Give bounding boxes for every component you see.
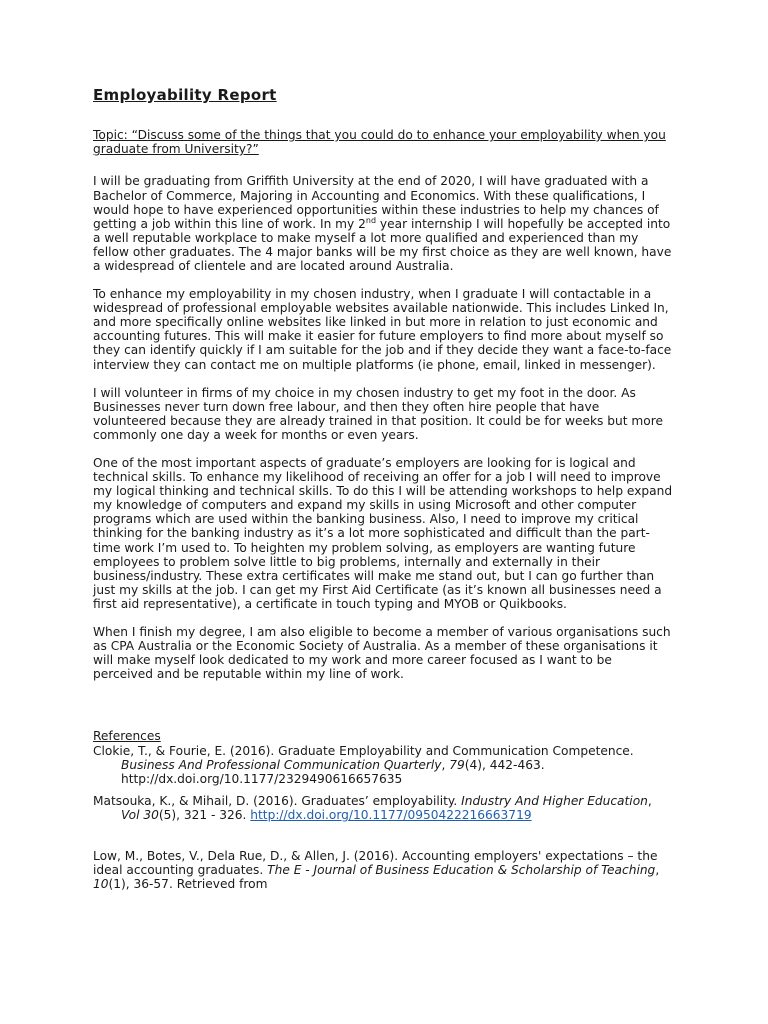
references-heading: References: [93, 729, 161, 744]
paragraph-1-text-a: I will be graduating from Griffith University at the end of 2020, I will have graduated with a Bachelor of Commerce, Majoring in Accounting and Economics. With these qualifications, I would hope to have experienced opportunities within these industries to help my chances of getting a job within this line of work. In my 2: [93, 174, 659, 231]
reference-3-sep: ,: [655, 862, 660, 877]
reference-3-rest: (1), 36-57. Retrieved from: [108, 877, 268, 892]
paragraph-1-text-b: year internship I will hopefully be accepted into a well reputable workplace to make myself a lot more qualified and experienced than my fellow other graduates. The 4 major banks will be my first choice as they are well known, have a widespread of clientele and are located around Australia.: [93, 216, 672, 273]
reference-entry: [93, 744, 674, 787]
topic-line: Topic: “Discuss some of the things that you could do to enhance your employability when you graduate from University?”: [93, 128, 666, 157]
references-section: [93, 729, 674, 891]
reference-3-authors: Low, M., Botes, V., Dela Rue, D., & Allen, J. (2016). Accounting employers' expectations – the ideal accounting graduates.: [93, 848, 658, 877]
paragraph-3: I will volunteer in firms of my choice in my chosen industry to get my foot in the door. As Businesses never turn down free labour, and then they often hire people that have volunteered because they are already trained in that position. It could be for weeks but more commonly one day a week for months or even years.: [93, 385, 663, 442]
paragraph-4: One of the most important aspects of graduate’s employers are looking for is logical and technical skills. To enhance my likelihood of receiving an offer for a job I will need to improve my logical thinking and technical skills. To do this I will be attending workshops to help expand my knowledge of computers and expand my skills in using Microsoft and other computer programs which are used within the banking business. Also, I need to improve my critical thinking for the banking industry as it’s a lot more sophisticated and difficult than the part-time work I’m used to. To heighten my problem solving, as employers are wanting future employees to problem solve little to big problems, internally and externally in their business/industry. These extra certificates will make me stand out, but I can go further than just my skills at the job. I can get my First Aid Certificate (as it’s known all businesses need a first aid representative), a certificate in touch typing and MYOB or Quikbooks.: [93, 456, 673, 611]
reference-1-journal: Business And Professional Communication Quarterly: [121, 757, 442, 772]
paragraph-1: [93, 174, 674, 273]
reference-2-volume: Vol 30: [121, 808, 159, 823]
reference-2-sep: ,: [647, 794, 652, 809]
reference-entry: [93, 794, 674, 822]
paragraph-2: To enhance my employability in my chosen industry, when I graduate I will contactable in a widespread of professional employable websites available nationwide. This includes Linked In, and more specifically online websites like linked in but more in relation to just economic and accounting futures. This will make it easier for future employers to find more about myself so they can identify quickly if I am suitable for the job and if they decide they want a face-to-face interview they can contact me on multiple platforms (ie phone, email, linked in messenger).: [93, 287, 672, 372]
ordinal-superscript: nd: [365, 215, 377, 225]
reference-2-authors: Matsouka, K., & Mihail, D. (2016). Graduates’ employability.: [93, 794, 462, 809]
reference-1-authors: Clokie, T., & Fourie, E. (2016). Graduate Employability and Communication Competence.: [93, 743, 634, 758]
reference-1-rest: (4), 442-463. http://dx.doi.org/10.1177/2329490616657635: [121, 757, 545, 787]
reference-entry: [93, 849, 674, 892]
reference-2-journal: Industry And Higher Education: [461, 794, 648, 809]
reference-2-doi-link[interactable]: http://dx.doi.org/10.1177/0950422216663719: [250, 808, 532, 823]
reference-1-sep: ,: [441, 757, 450, 772]
paragraph-5: When I finish my degree, I am also eligible to become a member of various organisations such as CPA Australia or the Economic Society of Australia. As a member of these organisations it will make myself look dedicated to my work and more career focused as I want to be perceived and be reputable within my line of work.: [93, 625, 671, 682]
reference-2-rest: (5), 321 - 326.: [158, 808, 251, 823]
reference-3-journal: The E - Journal of Business Education & Scholarship of Teaching: [267, 862, 656, 877]
document-title: Employability Report: [93, 86, 277, 104]
reference-1-volume: 79: [449, 757, 465, 772]
reference-3-volume: 10: [93, 877, 109, 892]
